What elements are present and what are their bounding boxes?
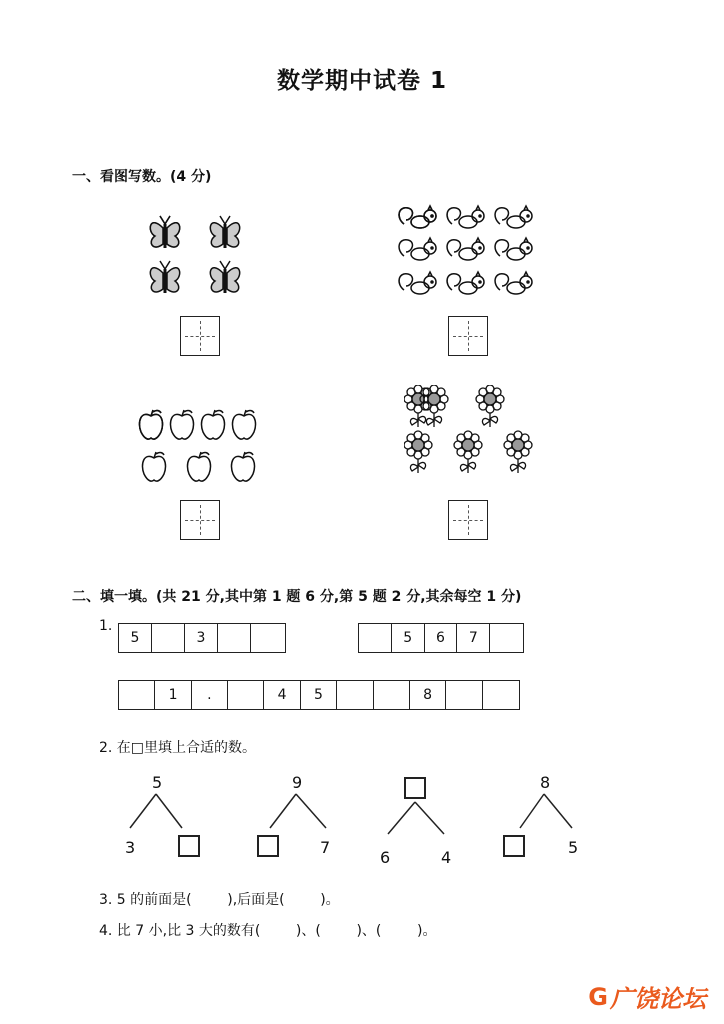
number-strip-c	[118, 680, 520, 710]
tree1-top: 5	[152, 773, 163, 792]
strip-cell[interactable]	[228, 681, 264, 709]
tree3-left: 6	[380, 848, 391, 867]
answer-box-squirrel[interactable]	[448, 316, 488, 356]
answer-box-apple[interactable]	[180, 500, 220, 540]
strip-cell[interactable]: 6	[425, 624, 458, 652]
strip-cell[interactable]	[446, 681, 482, 709]
tree4-top: 8	[540, 773, 551, 792]
strip-cell[interactable]	[374, 681, 410, 709]
strip-cell[interactable]: 5	[301, 681, 337, 709]
strip-cell[interactable]	[119, 681, 155, 709]
strip-cell[interactable]	[251, 624, 284, 652]
strip-cell[interactable]: 5	[392, 624, 425, 652]
q1-label: 1.	[99, 618, 113, 634]
tree2-left-box[interactable]	[257, 835, 279, 857]
strip-cell[interactable]: 5	[119, 624, 152, 652]
strip-cell[interactable]: 3	[185, 624, 218, 652]
section-2-heading: 二、填一填。(共 21 分,其中第 1 题 6 分,第 5 题 2 分,其余每空 1 分)	[72, 589, 522, 605]
answer-box-butterfly[interactable]	[180, 316, 220, 356]
number-strip-a	[118, 623, 286, 653]
strip-cell[interactable]: 4	[264, 681, 300, 709]
page-title: 数学期中试卷 1	[276, 68, 447, 94]
butterfly-group	[145, 210, 265, 305]
strip-cell[interactable]: 8	[410, 681, 446, 709]
tree2-top: 9	[292, 773, 303, 792]
q3-text: 3. 5 的前面是( ),后面是( )。	[99, 892, 340, 908]
squirrel-group	[396, 202, 541, 304]
tree4-left-box[interactable]	[503, 835, 525, 857]
tree1-branches	[120, 792, 200, 832]
apples-picture	[137, 408, 265, 488]
section-1-heading: 一、看图写数。(4 分)	[72, 169, 212, 185]
strip-cell[interactable]: 1	[155, 681, 191, 709]
strip-cell[interactable]	[483, 681, 519, 709]
q2-label: 2. 在□里填上合适的数。	[99, 740, 257, 756]
tree2-right: 7	[320, 838, 331, 857]
number-strip-b	[358, 623, 524, 653]
tree4-right: 5	[568, 838, 579, 857]
strip-cell[interactable]	[152, 624, 185, 652]
strip-cell[interactable]	[337, 681, 373, 709]
sunflower-group	[404, 385, 534, 480]
tree2-branches	[260, 792, 340, 832]
watermark-logo-icon: G	[588, 982, 608, 1011]
butterflies-picture	[145, 210, 265, 305]
watermark-text: 广饶论坛	[610, 985, 706, 1013]
tree3-top-box[interactable]	[404, 777, 426, 799]
q4-text: 4. 比 7 小,比 3 大的数有( )、( )、( )。	[99, 923, 437, 939]
strip-cell[interactable]	[359, 624, 392, 652]
strip-cell[interactable]	[490, 624, 523, 652]
tree1-right-box[interactable]	[178, 835, 200, 857]
watermark	[588, 979, 706, 1014]
strip-cell[interactable]: .	[192, 681, 228, 709]
strip-cell[interactable]: 7	[457, 624, 490, 652]
tree4-branches	[506, 792, 586, 832]
tree3-branches	[382, 800, 462, 840]
tree1-left: 3	[125, 838, 136, 857]
sunflowers-picture	[404, 385, 534, 480]
answer-box-sunflower[interactable]	[448, 500, 488, 540]
apple-group	[137, 408, 265, 488]
squirrels-picture	[396, 202, 541, 304]
strip-cell[interactable]	[218, 624, 251, 652]
tree3-right: 4	[441, 848, 452, 867]
